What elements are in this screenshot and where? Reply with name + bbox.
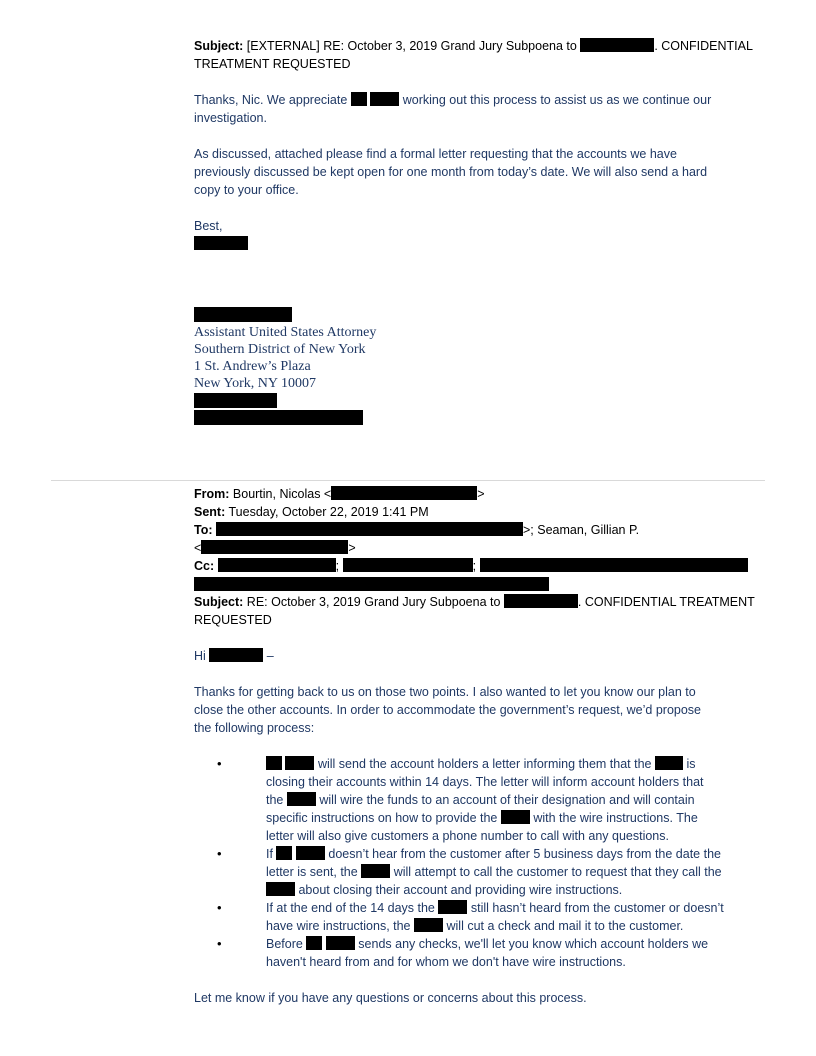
text: >	[348, 541, 356, 555]
bullet-1-line3	[266, 791, 695, 809]
top-subject-line	[194, 37, 753, 55]
top-para1-line2: investigation.	[194, 111, 267, 125]
cc-label: Cc:	[194, 559, 215, 573]
redaction-box	[216, 522, 523, 536]
text: Hi	[194, 649, 206, 663]
to-line2	[194, 539, 356, 557]
text: will send the account holders a letter informing them that the	[317, 757, 652, 771]
redaction-box	[209, 648, 263, 662]
signature-office: Southern District of New York	[194, 342, 366, 357]
bullet-3-line1	[266, 899, 724, 917]
redaction-box	[326, 936, 355, 950]
redaction-box	[218, 558, 336, 572]
sent-label: Sent:	[194, 505, 226, 519]
subject-text: RE: October 3, 2019 Grand Jury Subpoena to	[246, 595, 501, 609]
text: will attempt to call the customer to request that they call the	[393, 865, 722, 879]
text: working out this process to assist us as we continue our	[402, 93, 712, 107]
bullet-1-line5: letter will also give customers a phone number to call with any questions.	[266, 829, 669, 843]
from-label: From:	[194, 487, 230, 501]
subject-suffix: . CONFIDENTIAL TREATMENT	[577, 595, 755, 609]
redaction-box	[194, 393, 277, 408]
top-subject-line2: TREATMENT REQUESTED	[194, 57, 351, 71]
redaction-box	[343, 558, 473, 572]
cc-line	[194, 557, 748, 575]
redaction-box	[285, 756, 314, 770]
redaction-box	[266, 882, 295, 896]
text: letter is sent, the	[266, 865, 358, 879]
text: >	[477, 487, 485, 501]
to-value: >; Seaman, Gillian P.	[523, 523, 640, 537]
signature-title: Assistant United States Attorney	[194, 325, 377, 340]
signature-address1: 1 St. Andrew’s Plaza	[194, 359, 311, 374]
redaction-box	[414, 918, 443, 932]
redaction-box	[361, 864, 390, 878]
sent-value: Tuesday, October 22, 2019 1:41 PM	[228, 505, 429, 519]
redaction-box	[287, 792, 316, 806]
bullet-2-line2	[266, 863, 722, 881]
text: specific instructions on how to provide the	[266, 811, 498, 825]
reply-para1-line2: close the other accounts. In order to accommodate the government’s request, we’d propose	[194, 703, 702, 717]
greeting	[194, 647, 274, 665]
text: have wire instructions, the	[266, 919, 411, 933]
redaction-box	[580, 38, 654, 52]
reply-para1-line3: the following process:	[194, 721, 315, 735]
bullet-1-line1	[266, 755, 695, 773]
text: Before	[266, 937, 303, 951]
top-para2-line1: As discussed, attached please find a formal letter requesting that the accounts we have	[194, 147, 677, 161]
redaction-box	[194, 410, 363, 425]
redaction-box	[201, 540, 348, 554]
redaction-box	[438, 900, 467, 914]
separator-line	[51, 480, 765, 481]
text: still hasn’t heard from the customer or doesn’t	[470, 901, 724, 915]
from-value: Bourtin, Nicolas <	[232, 487, 332, 501]
redaction-box	[480, 558, 748, 572]
signature-address2: New York, NY 10007	[194, 376, 316, 391]
redaction-box	[194, 307, 292, 322]
top-para1-line1	[194, 91, 711, 109]
text: the	[266, 793, 284, 807]
sent-line	[194, 503, 429, 521]
redaction-box	[296, 846, 325, 860]
text: –	[266, 649, 274, 663]
top-para2-line3: copy to your office.	[194, 183, 299, 197]
bullet-4-line1	[266, 935, 708, 953]
bullet-2-line1	[266, 845, 721, 863]
to-line	[194, 521, 639, 539]
top-closing: Best,	[194, 219, 223, 233]
text: sends any checks, we'll let you know which account holders we	[358, 937, 709, 951]
bullet-2-marker: •	[217, 846, 222, 861]
redaction-box	[276, 846, 292, 860]
redaction-box	[306, 936, 322, 950]
bullet-3-line2	[266, 917, 683, 935]
reply-subject-line2: REQUESTED	[194, 613, 272, 627]
text: If	[266, 847, 273, 861]
redaction-box	[504, 594, 578, 608]
redaction-box	[194, 577, 549, 591]
redaction-box	[370, 92, 399, 106]
redaction-box	[655, 756, 683, 770]
top-para2-line2: previously discussed be kept open for one month from today’s date. We will also send a hard	[194, 165, 708, 179]
text: If at the end of the 14 days the	[266, 901, 435, 915]
text: Thanks, Nic. We appreciate	[194, 93, 348, 107]
bullet-4-marker: •	[217, 936, 222, 951]
redaction-box	[266, 756, 282, 770]
subject-text: [EXTERNAL] RE: October 3, 2019 Grand Jury Subpoena to	[246, 39, 577, 53]
text: doesn’t hear from the customer after 5 business days from the date the	[328, 847, 721, 861]
text: is	[686, 757, 696, 771]
reply-para1-line1: Thanks for getting back to us on those two points. I also wanted to let you know our plan to	[194, 685, 696, 699]
bullet-2-line3	[266, 881, 622, 899]
from-line	[194, 485, 485, 503]
text: will cut a check and mail it to the customer.	[446, 919, 684, 933]
redaction-box	[351, 92, 367, 106]
text: ;	[472, 559, 477, 573]
bullet-4-line2: haven't heard from and for whom we don't have wire instructions.	[266, 955, 626, 969]
subject-label: Subject:	[194, 595, 244, 609]
bullet-1-line4	[266, 809, 698, 827]
subject-label: Subject:	[194, 39, 244, 53]
text: will wire the funds to an account of their designation and will contain	[319, 793, 695, 807]
text: ;	[335, 559, 340, 573]
text: <	[194, 541, 202, 555]
subject-suffix: . CONFIDENTIAL	[654, 39, 753, 53]
bullet-1-marker: •	[217, 756, 222, 771]
to-label: To:	[194, 523, 213, 537]
redaction-box	[194, 236, 248, 250]
redaction-box	[501, 810, 530, 824]
text: about closing their account and providing wire instructions.	[298, 883, 623, 897]
redaction-box	[331, 486, 477, 500]
bullet-3-marker: •	[217, 900, 222, 915]
bullet-1-line2: closing their accounts within 14 days. The letter will inform account holders that	[266, 775, 704, 789]
reply-closing: Let me know if you have any questions or concerns about this process.	[194, 991, 587, 1005]
reply-subject-line	[194, 593, 755, 611]
text: with the wire instructions. The	[533, 811, 698, 825]
